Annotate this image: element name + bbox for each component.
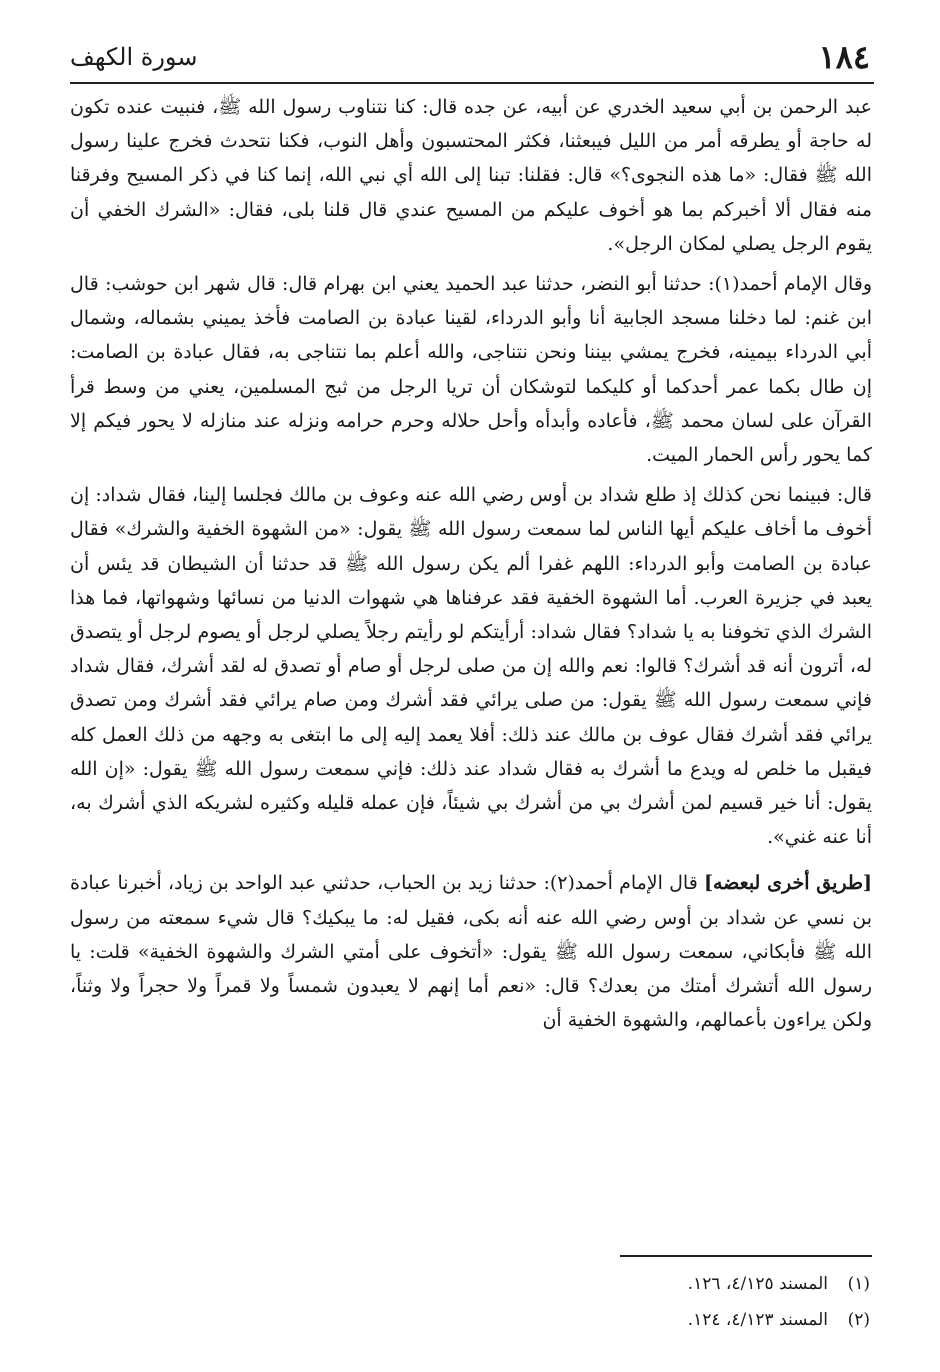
header-divider <box>70 82 874 84</box>
footnote-number: (٢) <box>847 1310 870 1330</box>
section-heading: [طريق أخرى لبعضه] <box>704 872 872 895</box>
page-header <box>70 34 870 80</box>
paragraph-4-text: قال الإمام أحمد(٢): حدثنا زيد بن الحباب، حدثني عبد الواحد بن زياد، أخبرنا عبادة بن نسي عن شداد بن أوس رضي الله عنه أنه بكى، فقيل له: ما يبكيك؟ قال شيء سمعته من رسول الله ﷺ فأبكاني، سمعت رسول الله ﷺ يقول: «أتخوف على أمتي الشرك والشهوة الخفية» قلت: يا رسول الله أتشرك أمتك من بعدك؟ قال: «نعم أما إنهم لا يعبدون شمساً ولا قمراً ولا حجراً ولا وثناً، ولكن يراءون بأعمالهم، والشهوة الخفية أن <box>70 872 872 1032</box>
paragraph-4 <box>70 866 872 1037</box>
footnote-1 <box>688 1266 870 1302</box>
paragraph-2: وقال الإمام أحمد(١): حدثنا أبو النضر، حدثنا عبد الحميد يعني ابن بهرام قال: قال شهر ابن حوشب: قال ابن غنم: لما دخلنا مسجد الجابية أنا وأبو الدرداء، لقينا عبادة بن الصامت فأخذ يميني بشماله، وشمال أبي الدرداء بيمينه، فخرج يمشي بيننا ونحن نتناجى، والله أعلم بما نتناجى به، فقال عبادة بن الصامت: إن طال بكما عمر أحدكما أو كليكما لتوشكان أن تريا الرجل من ثبج المسلمين، يعني من وسط قرأ القرآن على لسان محمد ﷺ، فأعاده وأبدأه وأحل حلاله وحرم حرامه ونزله عند منازله لا يحور فيكم إلا كما يحور رأس الحمار الميت. <box>70 273 873 467</box>
page-number: ١٨٤ <box>818 38 870 76</box>
footnote-text: المسند ٤/١٢٥، ١٢٦. <box>687 1274 828 1294</box>
footnote-divider <box>620 1255 872 1257</box>
page-body <box>70 90 872 1037</box>
surah-title: سورة الكهف <box>70 43 198 71</box>
paragraph-3: قال: فبينما نحن كذلك إذ طلع شداد بن أوس رضي الله عنه وعوف بن مالك فجلسا إلينا، فقال شداد: إن أخوف ما أخاف عليكم أيها الناس لما سمعت رسول الله ﷺ يقول: «من الشهوة الخفية والشرك» فقال عبادة بن الصامت وأبو الدرداء: اللهم غفرا ألم يكن رسول الله ﷺ قد حدثنا أن الشيطان قد يئس أن يعبد في جزيرة العرب. أما الشهوة الخفية فقد عرفناها هي شهوات الدنيا من نسائها وشهواتها، فما هذا الشرك الذي تخوفنا به يا شداد؟ فقال شداد: أرأيتكم لو رأيتم رجلاً يصلي لرجل أو يصوم لرجل أو يتصدق له، أترون أنه قد أشرك؟ قالوا: نعم والله إن من صلى لرجل أو صام أو تصدق له لقد أشرك، فقال شداد فإني سمعت رسول الله ﷺ يقول: من صلى يرائي فقد أشرك ومن صام يرائي فقد أشرك ومن تصدق يرائي فقد أشرك فقال عوف بن مالك عند ذلك: أفلا يعمد إليه إلى ما ابتغى به وجهه من ذلك العمل كله فيقبل ما خلص له ويدع ما أشرك به فقال شداد عند ذلك: فإني سمعت رسول الله ﷺ يقول: «إن الله يقول: أنا خير قسيم لمن أشرك بي من أشرك بي شيئاً، فإن عمله قليله وكثيره لشريكه الذي أشرك به، أنا عنه غني». <box>70 484 873 849</box>
paragraph-1: عبد الرحمن بن أبي سعيد الخدري عن أبيه، عن جده قال: كنا نتناوب رسول الله ﷺ، فنبيت عنده تكون له حاجة أو يطرقه أمر من الليل فيبعثنا، فكثر المحتسبون وأهل النوب، فكنا نتحدث فخرج علينا رسول الله ﷺ فقال: «ما هذه النجوى؟» قال: فقلنا: تبنا إلى الله أي نبي الله، إنما كنا في ذكر المسيح وفرقنا منه فقال ألا أخبركم بما هو أخوف عليكم من المسيح عندي قال قلنا بلى، فقال: «الشرك الخفي أن يقوم الرجل يصلي لمكان الرجل». <box>70 96 872 255</box>
footnote-2 <box>688 1302 870 1338</box>
footnote-text: المسند ٤/١٢٣، ١٢٤. <box>687 1310 828 1330</box>
footnote-number: (١) <box>847 1274 870 1294</box>
footnotes <box>688 1266 870 1338</box>
